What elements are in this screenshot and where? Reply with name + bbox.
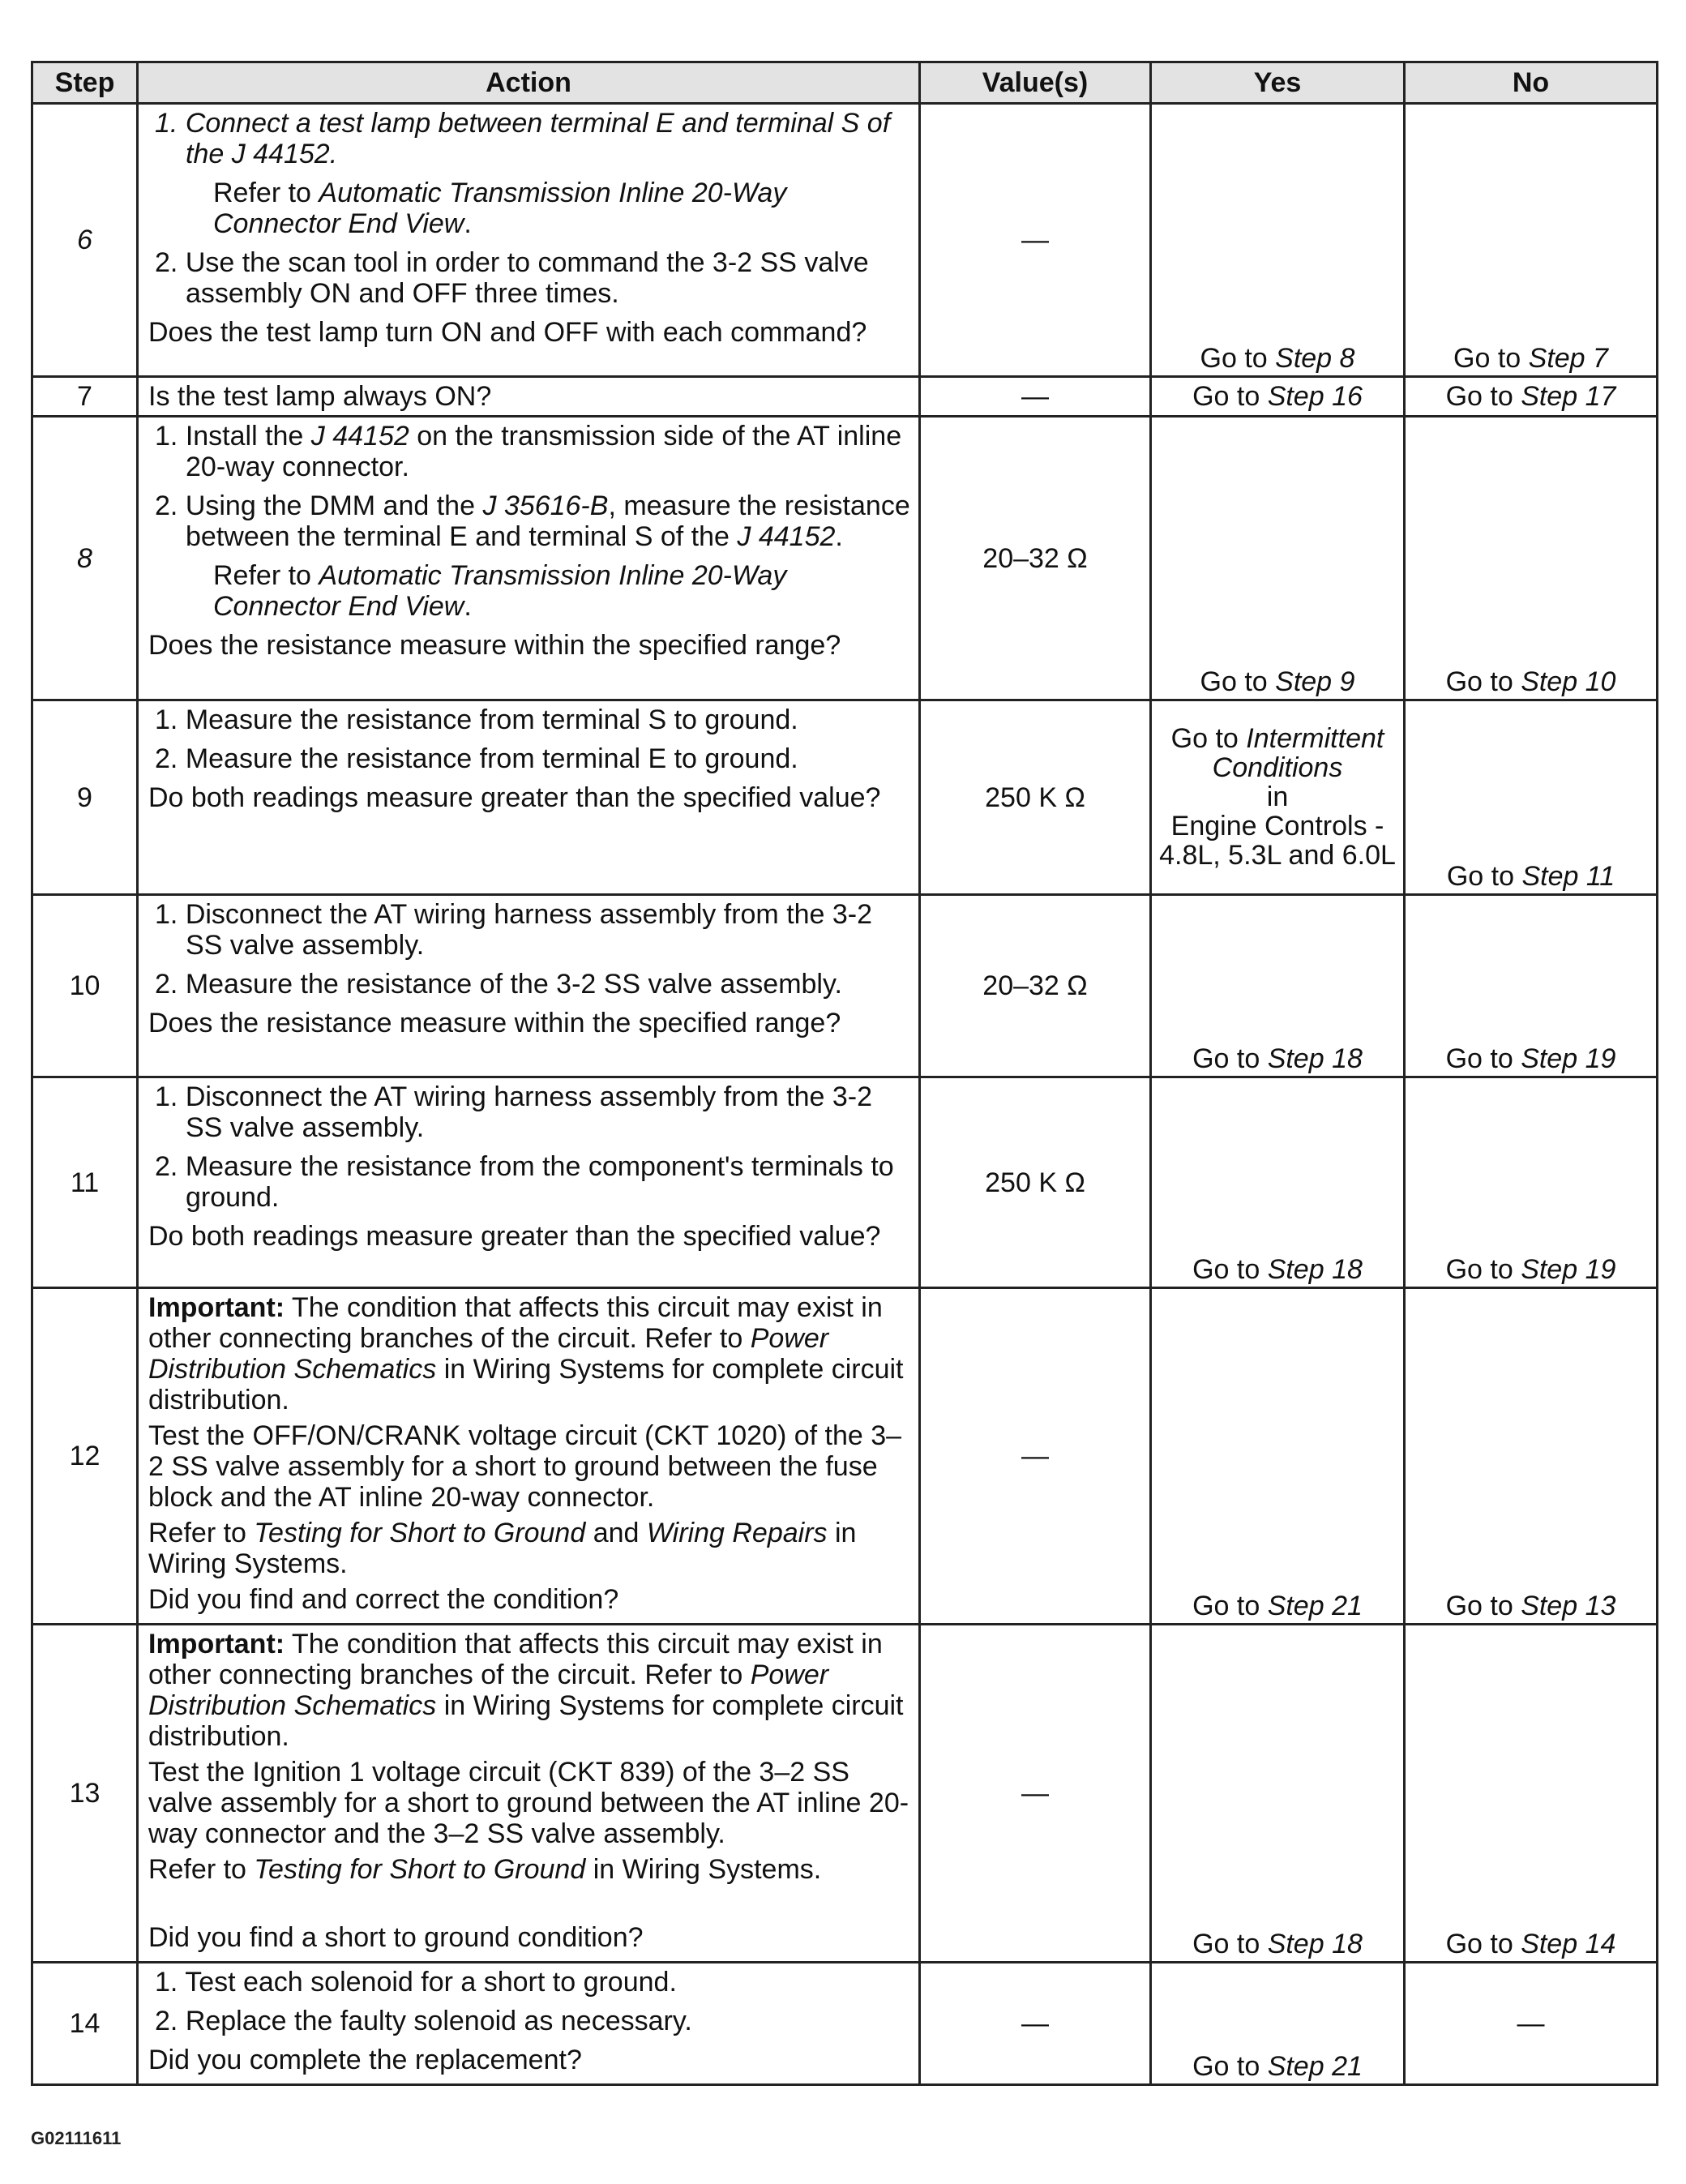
step-link[interactable]: Step 18 bbox=[1267, 1043, 1363, 1074]
action-item: 1. Install the J 44152 on the transmission side of the AT inline 20-way connector. bbox=[155, 421, 902, 482]
refer-text: Refer to Automatic Transmission Inline 20-Way Connector End View. bbox=[213, 178, 787, 239]
yes-cell: Go to Step 18 bbox=[1151, 895, 1405, 1077]
question-text: Do both readings measure greater than the specified value? bbox=[148, 782, 881, 813]
question-text: Did you find and correct the condition? bbox=[148, 1584, 619, 1615]
table-row-step-11 bbox=[32, 1077, 1658, 1288]
step-number: 13 bbox=[32, 1625, 138, 1963]
question-text: Does the test lamp turn ON and OFF with each command? bbox=[148, 317, 867, 348]
header-row bbox=[32, 62, 1658, 104]
no-cell: Go to Step 11 bbox=[1405, 700, 1658, 895]
step-number: 9 bbox=[32, 700, 138, 895]
step-link[interactable]: Step 8 bbox=[1275, 343, 1355, 374]
table-row-step-10 bbox=[32, 895, 1658, 1077]
doc-link[interactable]: Automatic Transmission Inline 20-Way Connector End View bbox=[213, 178, 787, 239]
important-note: Important: The condition that affects this circuit may exist in other connecting branches of the circuit. Refer to Power Distribution Schematics in Wiring Systems for complete circuit distribution. bbox=[148, 1292, 904, 1415]
action-cell bbox=[138, 417, 920, 700]
header-step: Step bbox=[32, 62, 138, 104]
important-note: Important: The condition that affects this circuit may exist in other connecting branches of the circuit. Refer to Power Distribution Schematics in Wiring Systems for complete circuit distribution. bbox=[148, 1629, 904, 1752]
test-instruction: Test the Ignition 1 voltage circuit (CKT 839) of the 3–2 SS valve assembly for a short to ground between the AT inline 20-way connector and the 3–2 SS valve assembly. bbox=[148, 1757, 909, 1849]
doc-link[interactable]: Testing for Short to Ground bbox=[254, 1854, 586, 1885]
step-link[interactable]: Step 10 bbox=[1521, 666, 1616, 697]
action-cell bbox=[138, 700, 920, 895]
question-text: Does the resistance measure within the specified range? bbox=[148, 1008, 841, 1038]
action-item: 2. Using the DMM and the J 35616-B, measure the resistance between the terminal E and terminal S of the J 44152. bbox=[155, 490, 910, 552]
no-cell: Go to Step 17 bbox=[1405, 377, 1658, 417]
doc-link[interactable]: Testing for Short to Ground bbox=[254, 1518, 586, 1548]
refer-text: Refer to Automatic Transmission Inline 20-Way Connector End View. bbox=[213, 560, 787, 622]
action-item: 2. Replace the faulty solenoid as necessary. bbox=[155, 2006, 692, 2036]
value-cell: 20–32 Ω bbox=[920, 417, 1151, 700]
question-text: Is the test lamp always ON? bbox=[138, 377, 920, 417]
step-link[interactable]: Step 18 bbox=[1267, 1929, 1363, 1959]
question-text: Did you complete the replacement? bbox=[148, 2045, 582, 2075]
table-row-step-7 bbox=[32, 377, 1658, 417]
no-cell: Go to Step 7 bbox=[1405, 104, 1658, 377]
yes-cell: Go to Step 8 bbox=[1151, 104, 1405, 377]
no-cell: Go to Step 10 bbox=[1405, 417, 1658, 700]
action-item: 1. Connect a test lamp between terminal E and terminal S of the J 44152. bbox=[155, 108, 891, 169]
step-link[interactable]: Step 17 bbox=[1521, 380, 1616, 412]
no-cell: Go to Step 14 bbox=[1405, 1625, 1658, 1963]
action-cell bbox=[138, 895, 920, 1077]
refer-text: Refer to Testing for Short to Ground and Wiring Repairs in Wiring Systems. bbox=[148, 1518, 857, 1579]
value-cell: — bbox=[920, 1963, 1151, 2085]
no-cell: Go to Step 13 bbox=[1405, 1288, 1658, 1625]
table-row-step-8 bbox=[32, 417, 1658, 700]
step-link[interactable]: Step 19 bbox=[1521, 1254, 1616, 1285]
step-link[interactable]: Step 13 bbox=[1521, 1591, 1616, 1621]
value-cell: — bbox=[920, 104, 1151, 377]
no-cell: Go to Step 19 bbox=[1405, 895, 1658, 1077]
table-row-step-6 bbox=[32, 104, 1658, 377]
doc-link[interactable]: Power Distribution Schematics bbox=[148, 1659, 829, 1721]
step-number: 14 bbox=[32, 1963, 138, 2085]
step-link[interactable]: Step 7 bbox=[1528, 343, 1608, 374]
figure-id: G02111611 bbox=[31, 2128, 122, 2148]
step-link[interactable]: Step 11 bbox=[1521, 861, 1615, 892]
action-item: 2. Measure the resistance from terminal E to ground. bbox=[155, 743, 798, 774]
action-cell bbox=[138, 1288, 920, 1625]
action-item: 2. Measure the resistance from the component's terminals to ground. bbox=[155, 1151, 894, 1213]
value-cell: 250 K Ω bbox=[920, 1077, 1151, 1288]
step-link[interactable]: Step 21 bbox=[1267, 2051, 1363, 2082]
test-instruction: Test the OFF/ON/CRANK voltage circuit (CKT 1020) of the 3–2 SS valve assembly for a short to ground between the fuse block and the AT inline 20-way connector. bbox=[148, 1420, 902, 1513]
step-number: 12 bbox=[32, 1288, 138, 1625]
doc-link[interactable]: Automatic Transmission Inline 20-Way Connector End View bbox=[213, 560, 787, 622]
action-item: 1. Disconnect the AT wiring harness assembly from the 3-2 SS valve assembly. bbox=[155, 899, 873, 961]
header-yes: Yes bbox=[1151, 62, 1405, 104]
step-link[interactable]: Step 19 bbox=[1521, 1043, 1616, 1074]
doc-link[interactable]: Power Distribution Schematics bbox=[148, 1323, 829, 1385]
step-link[interactable]: Step 16 bbox=[1267, 380, 1363, 412]
step-link[interactable]: Step 18 bbox=[1267, 1254, 1363, 1285]
table-row-step-13 bbox=[32, 1625, 1658, 1963]
action-item: 1. Test each solenoid for a short to ground. bbox=[155, 1967, 677, 1998]
step-number: 11 bbox=[32, 1077, 138, 1288]
step-number: 10 bbox=[32, 895, 138, 1077]
header-no: No bbox=[1405, 62, 1658, 104]
action-item: 2. Use the scan tool in order to command the 3-2 SS valve assembly ON and OFF three times. bbox=[155, 247, 869, 309]
action-cell bbox=[138, 1963, 920, 2085]
action-item: 2. Measure the resistance of the 3-2 SS valve assembly. bbox=[155, 969, 842, 1000]
value-cell: 20–32 Ω bbox=[920, 895, 1151, 1077]
value-cell: 250 K Ω bbox=[920, 700, 1151, 895]
yes-cell: Go to Step 9 bbox=[1151, 417, 1405, 700]
doc-link[interactable]: Engine Controls - 4.8L, 5.3L and 6.0L bbox=[1159, 811, 1396, 871]
refer-text: Refer to Testing for Short to Ground in Wiring Systems. bbox=[148, 1854, 822, 1885]
action-cell bbox=[138, 104, 920, 377]
header-values: Value(s) bbox=[920, 62, 1151, 104]
no-cell: Go to Step 19 bbox=[1405, 1077, 1658, 1288]
table-row-step-12 bbox=[32, 1288, 1658, 1625]
table-row-step-9 bbox=[32, 700, 1658, 895]
yes-cell: Go to Step 18 bbox=[1151, 1625, 1405, 1963]
action-item: 1. Measure the resistance from terminal S to ground. bbox=[155, 704, 798, 735]
yes-cell: Go to Step 18 bbox=[1151, 1077, 1405, 1288]
value-cell: — bbox=[920, 1625, 1151, 1963]
diagnostic-table bbox=[31, 61, 1658, 2086]
step-link[interactable]: Step 9 bbox=[1275, 666, 1355, 697]
step-link[interactable]: Step 14 bbox=[1521, 1929, 1616, 1959]
step-link[interactable]: Step 21 bbox=[1267, 1591, 1363, 1621]
value-cell: — bbox=[920, 1288, 1151, 1625]
step-number: 8 bbox=[32, 417, 138, 700]
question-text: Did you find a short to ground condition? bbox=[148, 1922, 644, 1953]
yes-cell: Go to Step 21 bbox=[1151, 1288, 1405, 1625]
table-row-step-14 bbox=[32, 1963, 1658, 2085]
action-cell bbox=[138, 1077, 920, 1288]
spacer bbox=[148, 1890, 910, 1922]
step-number: 6 bbox=[32, 104, 138, 377]
header-action: Action bbox=[138, 62, 920, 104]
yes-cell: Go to Step 16 bbox=[1151, 377, 1405, 417]
question-text: Do both readings measure greater than the specified value? bbox=[148, 1221, 881, 1252]
no-cell: — bbox=[1405, 1963, 1658, 2085]
yes-cell: Go to Intermittent Conditions in Engine Controls - 4.8L, 5.3L and 6.0L bbox=[1151, 700, 1405, 895]
action-item: 1. Disconnect the AT wiring harness assembly from the 3-2 SS valve assembly. bbox=[155, 1081, 873, 1143]
step-number: 7 bbox=[32, 377, 138, 417]
doc-link[interactable]: Intermittent Conditions bbox=[1212, 723, 1384, 783]
yes-cell: Go to Step 21 bbox=[1151, 1963, 1405, 2085]
value-cell: — bbox=[920, 377, 1151, 417]
doc-link[interactable]: Wiring Repairs bbox=[646, 1518, 828, 1548]
action-cell bbox=[138, 1625, 920, 1963]
question-text: Does the resistance measure within the specified range? bbox=[148, 630, 841, 661]
